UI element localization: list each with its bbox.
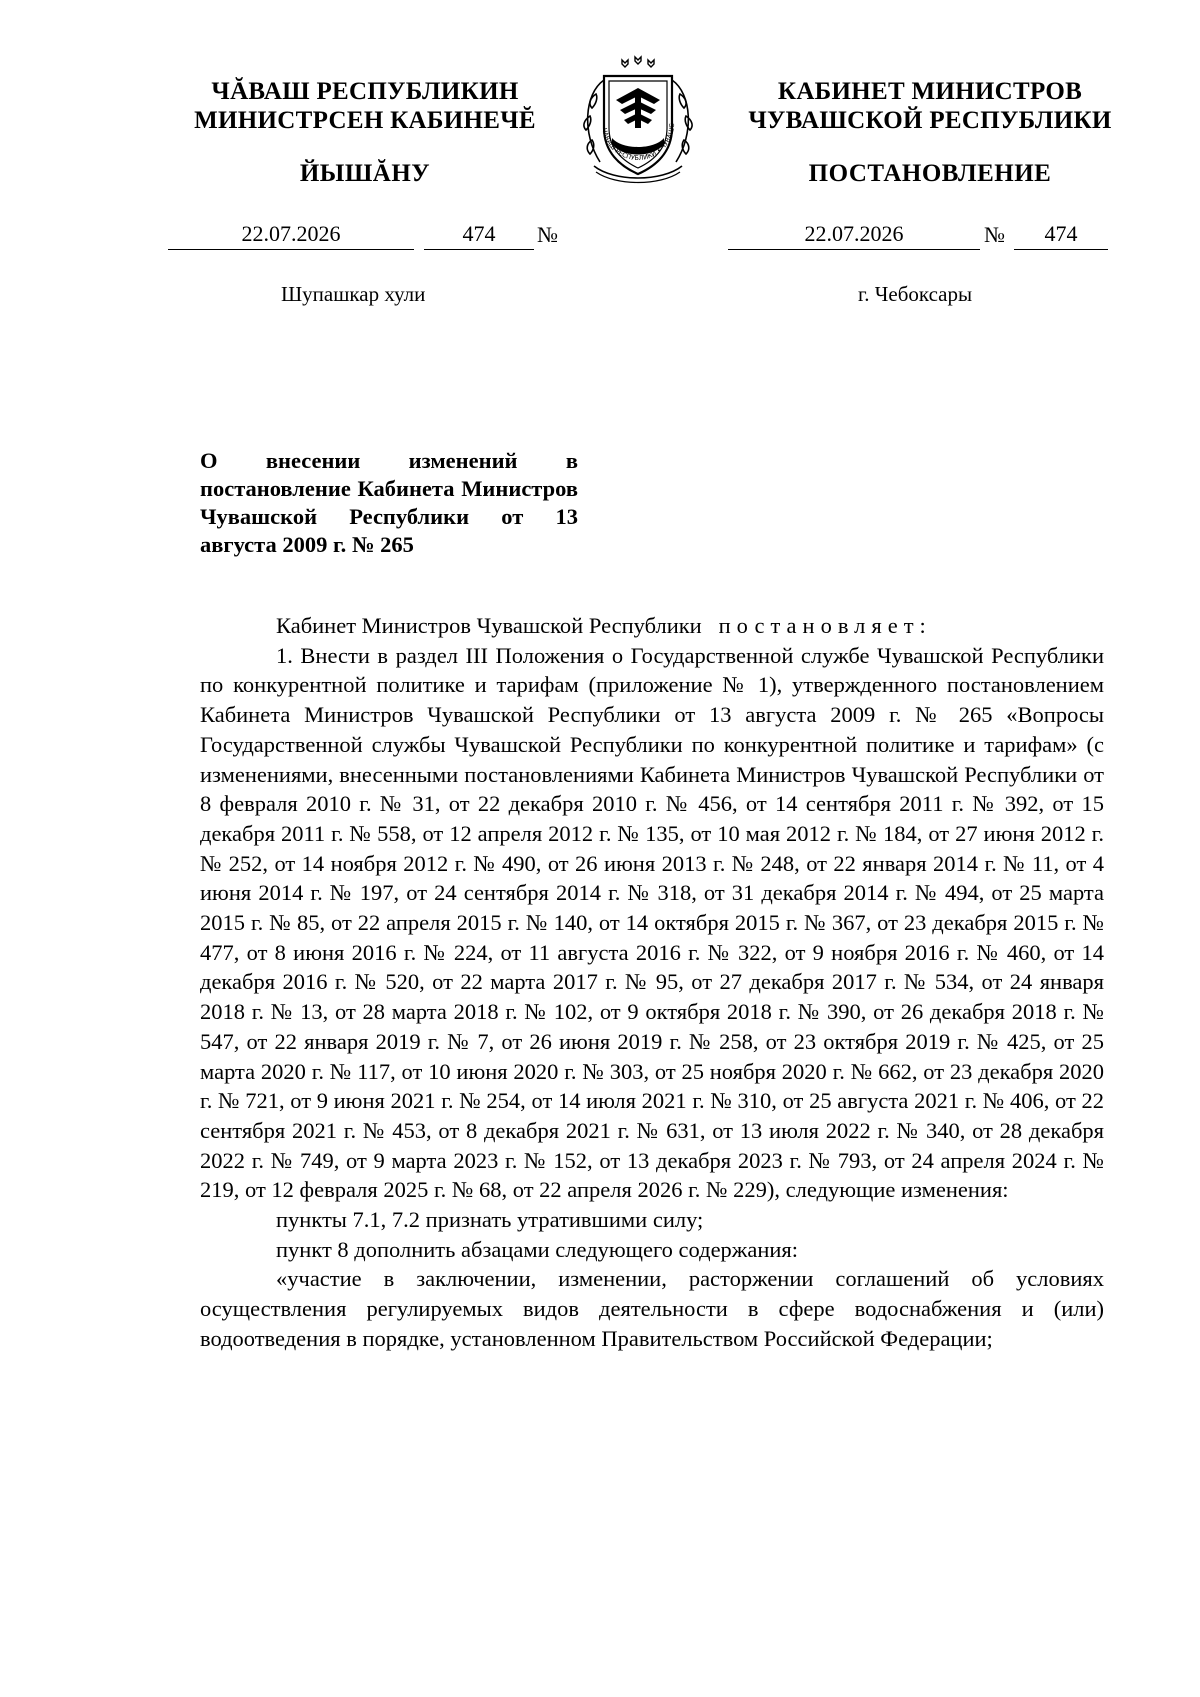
right-document-kind: ПОСТАНОВЛЕНИЕ: [808, 160, 1052, 187]
emblem-icon: [574, 54, 702, 186]
left-date: 22.07.2026: [241, 221, 341, 246]
right-title-line2: ЧУВАШСКОЙ РЕСПУБЛИКИ: [748, 107, 1112, 134]
body-paragraph: «участие в заключении, изменении, расторжении соглашений об условиях осуществления регулируемых видов деятельности в сфере водоснабжения и (или) водоотведения в порядке, установленном Правительством Российской Федерации;: [200, 1266, 1104, 1351]
body-paragraph: пункты 7.1, 7.2 признать утратившими силу;: [276, 1207, 704, 1233]
body-paragraph: пункт 8 дополнить абзацами следующего содержания:: [276, 1236, 799, 1262]
right-date-line: [728, 222, 980, 250]
left-date-line: [168, 222, 414, 250]
left-number: 474: [462, 221, 496, 246]
right-number-sign: №: [984, 222, 1005, 247]
left-city: Шупашкар хули: [281, 282, 426, 306]
document-subject: О внесении изменений в постановление Кабинета Министров Чувашской Республики от 13 августа 2009 г. № 265: [200, 448, 578, 557]
right-number: 474: [1044, 221, 1078, 246]
left-header-title: [160, 77, 570, 135]
right-title-line1: КАБИНЕТ МИНИСТРОВ: [777, 78, 1083, 105]
left-title-line2: МИНИСТРСЕН КАБИНЕЧĔ: [194, 107, 536, 134]
right-number-line: [1014, 222, 1108, 250]
right-date: 22.07.2026: [804, 221, 904, 246]
emblem-text: ЧĂВАШ РЕСПУБЛИКИ • ЧУВАШС: [600, 123, 677, 163]
intro-verb: постановляет:: [718, 613, 932, 638]
body-paragraph: 1. Внести в раздел III Положения о Государственной службе Чувашской Республики по конкурентной политике и тарифам (приложение № 1), утвержденного постановлением Кабинета Министров Чувашской Республики от 13 августа 2009 г. № 265 «Вопросы Государственной службы Чувашской Республики по конкурентной политике и тарифам» (с изменениями, внесенными постановлениями Кабинета Министров Чувашской Республики от 8 февраля 2010 г. № 31, от 22 декабря 2010 г. № 456, от 14 сентября 2011 г. № 392, от 15 декабря 2011 г. № 558, от 12 апреля 2012 г. № 135, от 10 мая 2012 г. № 184, от 27 июня 2012 г. № 252, от 14 ноября 2012 г. № 490, от 26 июня 2013 г. № 248, от 22 января 2014 г. № 11, от 4 июня 2014 г. № 197, от 24 сентября 2014 г. № 318, от 31 декабря 2014 г. № 494, от 25 марта 2015 г. № 85, от 22 апреля 2015 г. № 140, от 14 октября 2015 г. № 367, от 23 декабря 2015 г. № 477, от 8 июня 2016 г. № 224, от 11 августа 2016 г. № 322, от 9 ноября 2016 г. № 460, от 14 декабря 2016 г. № 520, от 22 марта 2017 г. № 95, от 27 декабря 2017 г. № 534, от 24 января 2018 г. № 13, от 28 марта 2018 г. № 102, от 9 октября 2018 г. № 390, от 26 декабря 2018 г. № 547, от 22 января 2019 г. № 7, от 26 июня 2019 г. № 258, от 23 октября 2019 г. № 425, от 25 марта 2020 г. № 117, от 10 июня 2020 г. № 303, от 25 ноября 2020 г. № 662, от 23 декабря 2020 г. № 721, от 9 июня 2021 г. № 254, от 14 июля 2021 г. № 310, от 25 августа 2021 г. № 406, от 22 сентября 2021 г. № 453, от 8 декабря 2021 г. № 631, от 13 июля 2022 г. № 340, от 28 декабря 2022 г. № 749, от 9 марта 2023 г. № 152, от 13 декабря 2023 г. № 793, от 24 апреля 2024 г. № 219, от 12 февраля 2025 г. № 68, от 22 апреля 2026 г. № 229), следующие изменения:: [200, 642, 1104, 1203]
left-number-sign: №: [537, 222, 558, 247]
left-number-line: [424, 222, 534, 250]
body-intro: [200, 611, 1104, 641]
right-header-title: [725, 77, 1135, 135]
right-city: г. Чебоксары: [858, 282, 973, 306]
intro-lead: Кабинет Министров Чувашской Республики: [276, 613, 702, 638]
left-title-line1: ЧĂВАШ РЕСПУБЛИКИН: [211, 78, 519, 105]
document-body: [200, 611, 1104, 1354]
left-document-kind: ЙЫШĂНУ: [299, 160, 431, 187]
